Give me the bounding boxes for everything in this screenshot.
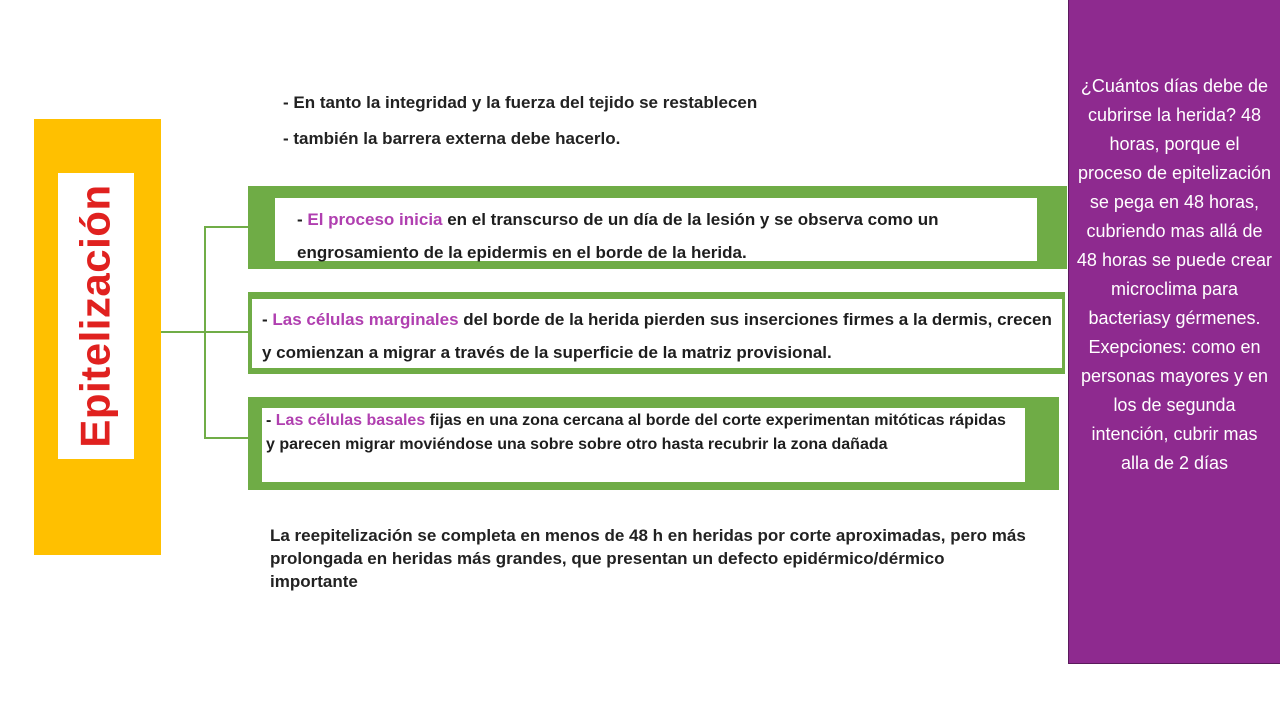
side-note-panel [1068, 0, 1280, 664]
box-2-prefix: - [262, 310, 273, 329]
title-inner [58, 173, 134, 459]
intro-line-2: - también la barrera externa debe hacerlo. [283, 129, 621, 148]
box-3-prefix: - [266, 412, 276, 429]
process-box-2 [248, 292, 1065, 374]
connector-branch-3 [204, 437, 248, 439]
box-3-highlight: Las células basales [275, 412, 426, 429]
title-bar [34, 119, 161, 555]
summary-text: La reepitelización se completa en menos de 48 h en heridas por corte aproximadas, pero más prolongada en heridas más grandes, que presentan un defecto epidérmico/dérmico importante [270, 526, 1026, 591]
box-1-text: en el transcurso de un día de la lesión y se observa como un engrosamiento de la epidermis en el borde de la herida. [297, 210, 939, 262]
process-box-1-content [275, 198, 1037, 261]
intro-line-1: - En tanto la integridad y la fuerza del tejido se restablecen [283, 93, 758, 112]
process-box-3 [248, 397, 1059, 490]
process-box-3-content [262, 408, 1025, 482]
box-1-highlight: El proceso inicia [307, 210, 443, 229]
box-2-text: del borde de la herida pierden sus inserciones firmes a la dermis, crecen y comienzan a migrar a través de la superficie de la matriz provisional. [262, 310, 1052, 362]
diagram-title: Epitelización [72, 184, 119, 448]
connector-branch-1 [204, 226, 248, 228]
box-2-highlight: Las células marginales [272, 310, 459, 329]
intro-list [283, 92, 757, 164]
connector-branch-2 [204, 331, 248, 333]
box-3-text: fijas en una zona cercana al borde del corte experimentan mitóticas rápidas y parecen migrar moviéndose una sobre sobre otro hasta recubrir la zona dañada [266, 412, 1006, 453]
box-1-prefix: - [297, 210, 308, 229]
process-box-2-content [252, 299, 1062, 368]
side-note-text: ¿Cuántos días debe de cubrirse la herida? 48 horas, porque el proceso de epitelización se pega en 48 horas, cubriendo mas allá de 48 horas se puede crear microclima para bacteriasy gérmenes. Exepciones: como en personas mayores y en los de segunda intención, cubrir mas alla de 2 días [1076, 76, 1273, 473]
connector-main [161, 331, 205, 333]
process-box-1 [248, 186, 1067, 269]
